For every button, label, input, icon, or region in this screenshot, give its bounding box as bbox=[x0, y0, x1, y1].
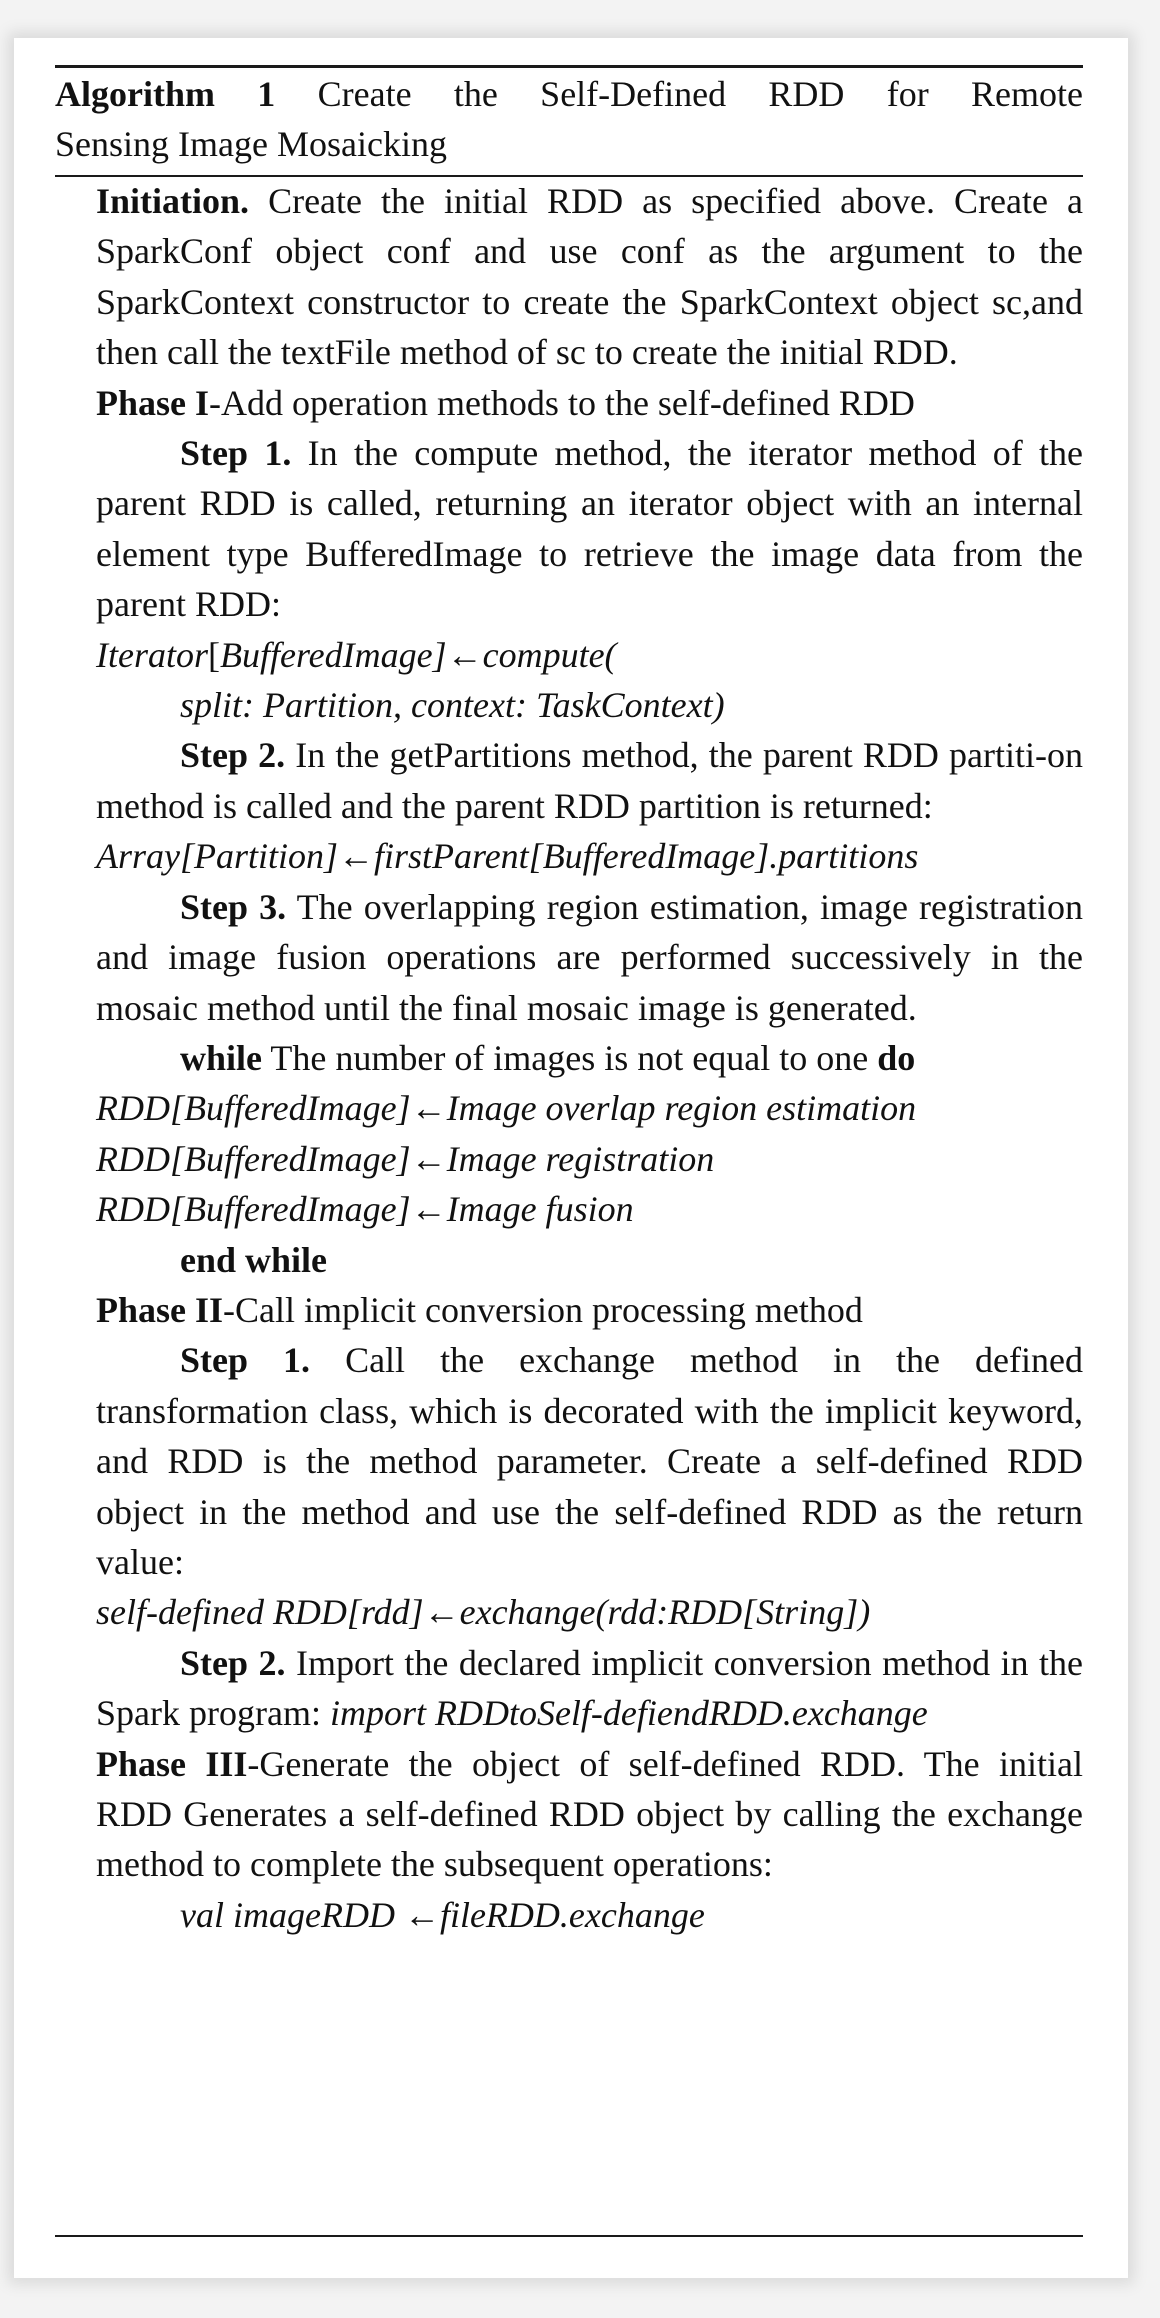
phase1-label: Phase I bbox=[96, 382, 210, 423]
end-while-line: end while bbox=[180, 1239, 328, 1280]
phase1-step1-label: Step 1. bbox=[180, 433, 292, 474]
phase1-step3-text: The overlapping region estimation, image registration and image fusion operations are performed successively in the mosaic method until the final mosaic image is generated. bbox=[96, 886, 1084, 1028]
algorithm-box bbox=[14, 38, 1128, 2278]
code-compute: ]←compute( bbox=[432, 634, 617, 675]
while-condition: The number of images is not equal to one bbox=[270, 1037, 869, 1078]
phase1-step2-paragraph bbox=[96, 730, 1083, 831]
phase1-step2-text: In the getPartitions method, the parent RDD partiti-on method is called and the parent RDD partition is returned: bbox=[96, 735, 1084, 826]
algorithm-title-line2: Sensing Image Mosaicking bbox=[55, 124, 447, 164]
do-keyword: do bbox=[877, 1037, 916, 1078]
phase1-text: -Add operation methods to the self-defined RDD bbox=[209, 382, 915, 423]
phase3-label: Phase III bbox=[96, 1743, 248, 1784]
phase1-step3-label: Step 3. bbox=[180, 886, 287, 927]
bottom-rule bbox=[55, 2235, 1083, 2237]
while-keyword: while bbox=[180, 1037, 263, 1078]
phase1-step1-paragraph bbox=[96, 428, 1083, 630]
initiation-text: Create the initial RDD as specified above. Create a SparkConf object conf and use conf as the argument to the SparkContext constructor to create the SparkContext object sc,and then call the textFile method of sc to create the initial RDD. bbox=[96, 181, 1083, 373]
phase3-text: -Generate the object of self-defined RDD. The initial RDD Generates a self-defined RDD object by calling the exchange method to complete the subsequent operations: bbox=[96, 1743, 1083, 1885]
phase2-step2-code: import RDDtoSelf-defiendRDD.exchange bbox=[329, 1693, 928, 1734]
phase1-step1-code-line2: split: Partition, context: TaskContext) bbox=[180, 685, 725, 726]
phase1-step2-label: Step 2. bbox=[180, 735, 286, 776]
phase2-step1-text: Call the exchange method in the defined transformation class, which is decorated with the implicit keyword, and RDD is the method parameter. Create a self-defined RDD object in the method and use the self-defined RDD as the return value: bbox=[96, 1340, 1083, 1582]
phase2-step1-code: self-defined RDD[rdd]←exchange(rdd:RDD[String]) bbox=[96, 1592, 871, 1633]
phase3-code: val imageRDD ←fileRDD.exchange bbox=[180, 1894, 705, 1935]
phase1-step1-code bbox=[96, 630, 1083, 680]
code-bracket-open: [ bbox=[208, 634, 220, 675]
algorithm-caption bbox=[55, 69, 1083, 169]
phase1-step3-paragraph bbox=[96, 882, 1083, 1033]
initiation-label: Initiation. bbox=[96, 181, 250, 221]
phase2-heading bbox=[96, 1285, 1083, 1335]
code-bufferedimage: BufferedImage bbox=[220, 634, 433, 675]
code-iterator: Iterator bbox=[96, 634, 208, 675]
top-rule bbox=[55, 65, 1083, 68]
phase2-label: Phase II bbox=[96, 1289, 224, 1330]
phase2-step2-label: Step 2. bbox=[180, 1642, 286, 1683]
phase2-step1-label: Step 1. bbox=[180, 1340, 311, 1381]
while-line bbox=[96, 1033, 1083, 1083]
phase2-step2-text: Import the declared implicit conversion method in the Spark program: bbox=[96, 1642, 1083, 1734]
phase1-step2-code: Array[Partition]←firstParent[BufferedImage].partitions bbox=[96, 836, 919, 877]
phase2-step1-paragraph bbox=[96, 1335, 1083, 1587]
phase1-step1-text: In the compute method, the iterator method of the parent RDD is called, returning an iterator object with an internal element type BufferedImage to retrieve the image data from the parent RDD: bbox=[96, 433, 1084, 625]
while-body-line-2: RDD[BufferedImage]←Image registration bbox=[96, 1138, 715, 1179]
while-body-line-1: RDD[BufferedImage]←Image overlap region estimation bbox=[96, 1088, 917, 1129]
algorithm-title-line1: Create the Self-Defined RDD for Remote bbox=[317, 74, 1083, 114]
phase3-paragraph bbox=[96, 1739, 1083, 1890]
while-body-line-3: RDD[BufferedImage]←Image fusion bbox=[96, 1189, 634, 1230]
algorithm-body bbox=[96, 176, 1083, 1940]
initiation-paragraph bbox=[96, 176, 1083, 378]
algorithm-label: Algorithm 1 bbox=[55, 74, 276, 114]
phase1-heading bbox=[96, 378, 1083, 428]
phase2-text: -Call implicit conversion processing method bbox=[223, 1289, 863, 1330]
phase2-step2-paragraph bbox=[96, 1638, 1083, 1739]
